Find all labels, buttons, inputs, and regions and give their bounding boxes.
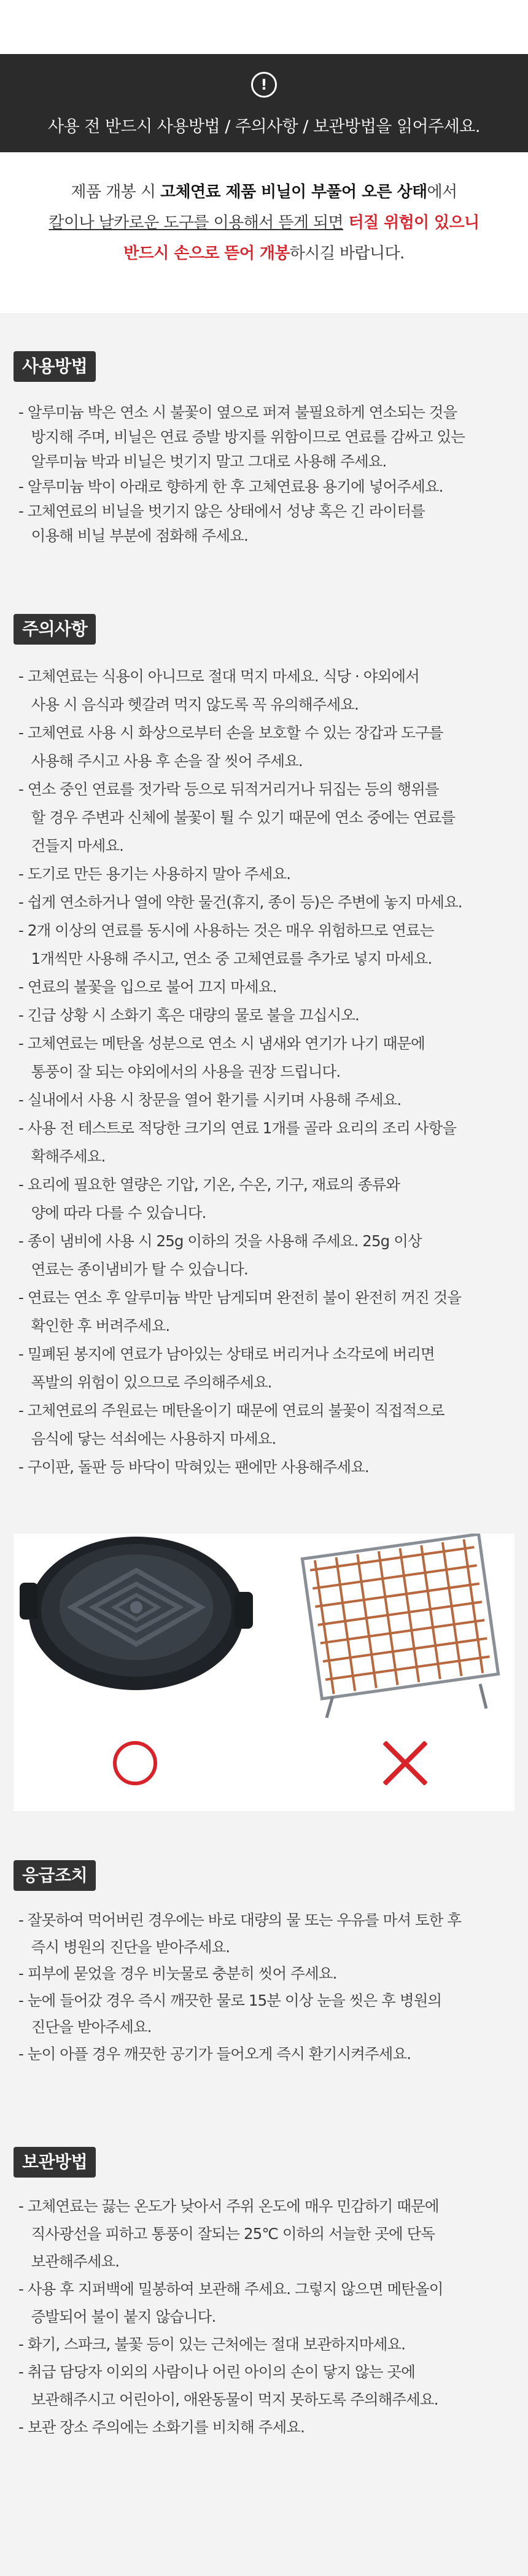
storage-line: - 취급 담당자 이외의 사람이나 어린 아이의 손이 닿지 않는 곳에 bbox=[18, 2363, 415, 2381]
section-title-storage: 보관방법 bbox=[14, 2147, 96, 2178]
caution-line: 건들지 마세요. bbox=[18, 837, 124, 855]
caution-line: 폭발의 위험이 있으므로 주의해주세요. bbox=[18, 1373, 272, 1391]
usage-line: 방지해 주며, 비닐은 연료 증발 방지를 위함이므로 연료를 감싸고 있는 bbox=[18, 428, 465, 446]
usage-line: - 알루미늄 박이 아래로 향하게 한 후 고체연료용 용기에 넣어주세요. bbox=[18, 477, 443, 495]
opening-warning bbox=[0, 152, 528, 313]
grill-pan-image bbox=[20, 1537, 253, 1690]
usage-line: 알루미늄 박과 비닐은 벗기지 말고 그대로 사용해 주세요. bbox=[18, 452, 387, 471]
storage-line: - 고체연료는 끓는 온도가 낮아서 주위 온도에 매우 민감하기 때문에 bbox=[18, 2197, 439, 2215]
caution-line: 통풍이 잘 되는 야외에서의 사용을 권장 드립니다. bbox=[18, 1063, 341, 1080]
storage-line: 보관해주세요. bbox=[18, 2252, 120, 2270]
caution-line: 사용해 주시고 사용 후 손을 잘 씻어 주세요. bbox=[18, 752, 303, 770]
pan-comparison-illustration bbox=[14, 1534, 514, 1811]
usage-line: 이용해 비닐 부분에 점화해 주세요. bbox=[18, 527, 248, 545]
caution-line: - 고체연료는 메탄올 성분으로 연소 시 냄새와 연기가 나기 때문에 bbox=[18, 1034, 425, 1052]
warning-line-2: 칼이나 날카로운 도구를 이용해서 뜯게 되면 터질 위험이 있으니 bbox=[49, 214, 479, 232]
caution-line: - 도기로 만든 용기는 사용하지 말아 주세요. bbox=[18, 865, 291, 883]
section-title-usage: 사용방법 bbox=[14, 351, 96, 382]
storage-line: - 사용 후 지퍼백에 밀봉하여 보관해 주세요. 그렇지 않으면 메탄올이 bbox=[18, 2280, 443, 2298]
caution-line: 할 경우 주변과 신체에 불꽃이 튈 수 있기 때문에 연소 중에는 연료를 bbox=[18, 809, 456, 826]
pan-comparison-panel bbox=[14, 1534, 514, 1811]
caution-line: - 밀폐된 봉지에 연료가 남아있는 상태로 버리거나 소각로에 버리면 bbox=[18, 1345, 435, 1363]
emergency-line: - 피부에 묻었을 경우 비눗물로 충분히 씻어 주세요. bbox=[18, 1965, 337, 1982]
exclamation-icon: ! bbox=[251, 72, 277, 98]
section-title-emergency: 응급조치 bbox=[14, 1860, 96, 1891]
storage-line: 보관해주시고 어린아이, 애완동물이 먹지 못하도록 주의해주세요. bbox=[18, 2391, 438, 2408]
caution-line: - 고체연료 사용 시 화상으로부터 손을 보호할 수 있는 장갑과 도구를 bbox=[18, 724, 443, 742]
warning-line-1: 제품 개봉 시 고체연료 제품 비닐이 부풀어 오른 상태에서 bbox=[71, 183, 457, 201]
caution-line: 사용 시 음식과 헷갈려 먹지 않도록 꼭 유의해주세요. bbox=[18, 696, 359, 713]
storage-line: 직사광선을 피하고 통풍이 잘되는 25℃ 이하의 서늘한 곳에 단독 bbox=[18, 2225, 435, 2243]
caution-line: - 고체연료의 주원료는 메탄올이기 때문에 연료의 불꽃이 직접적으로 bbox=[18, 1402, 445, 1419]
storage-line: 증발되어 불이 붙지 않습니다. bbox=[18, 2308, 216, 2326]
caution-line: - 실내에서 사용 시 창문을 열어 환기를 시키며 사용해 주세요. bbox=[18, 1091, 402, 1109]
emergency-line: - 눈이 아플 경우 깨끗한 공기가 들어오게 즉시 환기시켜주세요. bbox=[18, 2044, 411, 2063]
caution-line: - 요리에 필요한 열량은 기압, 기온, 수온, 기구, 재료의 종류와 bbox=[18, 1176, 400, 1193]
emergency-line: 즉시 병원의 진단을 받아주세요. bbox=[18, 1938, 230, 1956]
caution-line: - 종이 냄비에 사용 시 25g 이하의 것을 사용해 주세요. 25g 이상 bbox=[18, 1232, 422, 1250]
caution-line: 1개씩만 사용해 주시고, 연소 중 고체연료를 추가로 넣지 마세요. bbox=[18, 950, 432, 968]
caution-line: - 2개 이상의 연료를 동시에 사용하는 것은 매우 위험하므로 연료는 bbox=[18, 921, 434, 939]
caution-line: - 긴급 상황 시 소화기 혹은 대량의 물로 불을 끄십시오. bbox=[18, 1006, 359, 1024]
caution-line: - 구이판, 돌판 등 바닥이 막혀있는 팬에만 사용해주세요. bbox=[18, 1458, 369, 1476]
caution-line: 확인한 후 버려주세요. bbox=[18, 1317, 170, 1335]
wrong-x-icon bbox=[381, 1739, 430, 1788]
emergency-line: - 눈에 들어갔 경우 즉시 깨끗한 물로 15분 이상 눈을 씻은 후 병원의 bbox=[18, 1991, 442, 2009]
caution-line: - 쉽게 연소하거나 열에 약한 물건(휴지, 종이 등)은 주변에 놓지 마세요. bbox=[18, 893, 462, 911]
storage-line: - 보관 장소 주의에는 소화기를 비치해 주세요. bbox=[18, 2418, 305, 2436]
caution-line: - 연료의 불꽃을 입으로 불어 끄지 마세요. bbox=[18, 978, 277, 996]
caution-line: 양에 따라 다를 수 있습니다. bbox=[18, 1204, 206, 1222]
warning-line-3: 반드시 손으로 뜯어 개봉하시길 바랍니다. bbox=[123, 244, 405, 263]
usage-line: - 고체연료의 비닐을 벗기지 않은 상태에서 성냥 혹은 긴 라이터를 bbox=[18, 502, 425, 520]
notice-banner bbox=[0, 54, 528, 152]
emergency-line: - 잘못하여 먹어버린 경우에는 바로 대량의 물 또는 우유를 마셔 토한 후 bbox=[18, 1911, 462, 1929]
emergency-line: 진단을 받아주세요. bbox=[18, 2018, 152, 2036]
section-title-caution: 주의사항 bbox=[14, 614, 96, 645]
top-spacer bbox=[0, 0, 528, 54]
caution-line: - 고체연료는 식용이 아니므로 절대 먹지 마세요. 식당 · 야외에서 bbox=[18, 667, 419, 685]
notice-text: 사용 전 반드시 사용방법 / 주의사항 / 보관방법을 읽어주세요. bbox=[48, 117, 480, 136]
usage-line: - 알루미늄 박은 연소 시 불꽃이 옆으로 퍼져 불필요하게 연소되는 것을 bbox=[18, 403, 457, 421]
caution-line: 확해주세요. bbox=[18, 1147, 106, 1165]
caution-line: - 연료는 연소 후 알루미늄 박만 남게되며 완전히 불이 완전히 꺼진 것을 bbox=[18, 1289, 462, 1306]
caution-line: 연료는 종이냄비가 탈 수 있습니다. bbox=[18, 1260, 248, 1278]
caution-line: - 사용 전 테스트로 적당한 크기의 연료 1개를 골라 요리의 조리 사항을 bbox=[18, 1119, 457, 1137]
storage-line: - 화기, 스파크, 불꽃 등이 있는 근처에는 절대 보관하지마세요. bbox=[18, 2335, 406, 2353]
caution-line: 음식에 닿는 석쇠에는 사용하지 마세요. bbox=[18, 1430, 276, 1448]
caution-line: - 연소 중인 연료를 젓가락 등으로 뒤적거리거나 뒤집는 등의 행위를 bbox=[18, 780, 439, 798]
wire-grate-image bbox=[302, 1534, 498, 1718]
correct-circle-icon bbox=[113, 1741, 157, 1785]
